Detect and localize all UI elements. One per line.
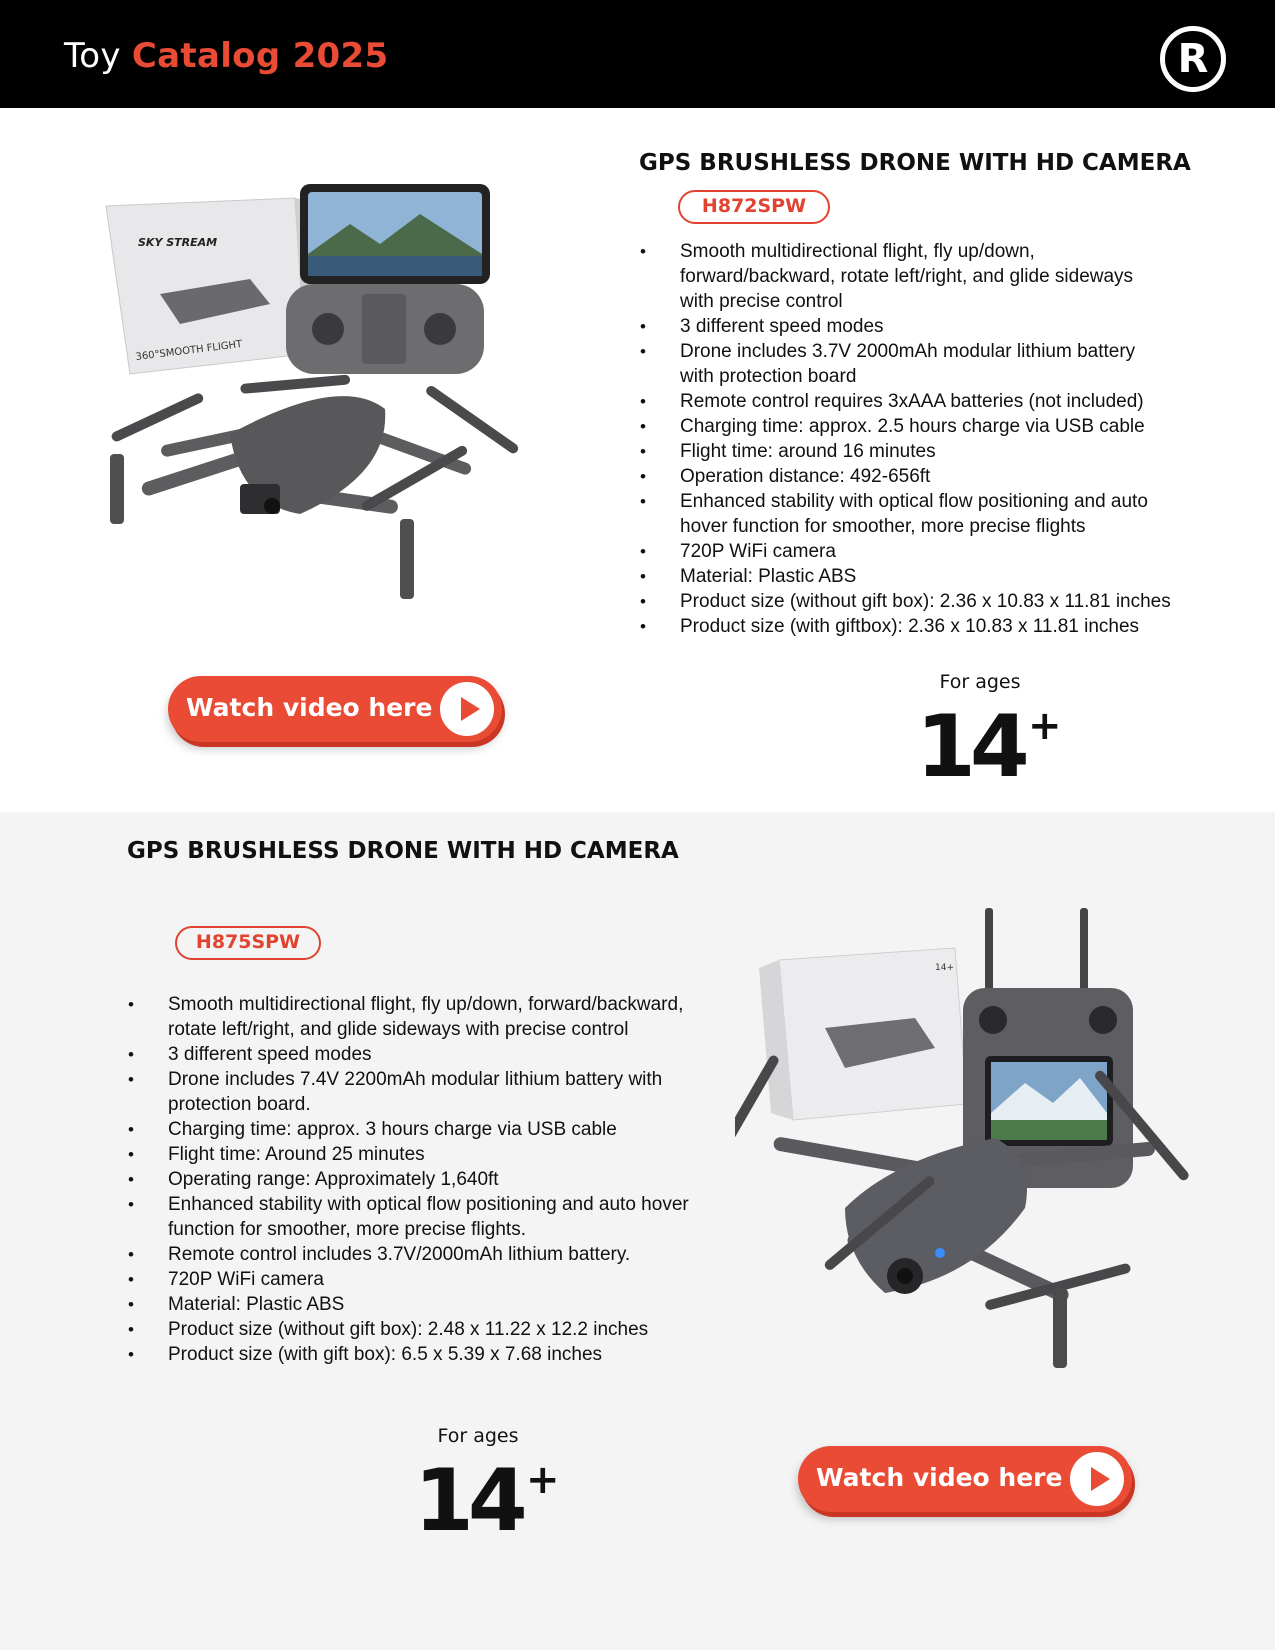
box-age-badge: 14+ [935, 963, 954, 973]
catalog-title-prefix: Toy [64, 36, 132, 76]
product-title: GPS BRUSHLESS DRONE WITH HD CAMERA [639, 150, 1191, 176]
feature-text: hover function for smoother, more precise flights [680, 516, 1086, 537]
product-section-h872spw [0, 108, 1275, 812]
feature-item: • Remote control requires 3xAAA batteries (not included) [640, 389, 1171, 414]
ages-plus: + [1028, 703, 1062, 749]
feature-item: • Product size (with gift box): 6.5 x 5.39 x 7.68 inches [128, 1342, 689, 1367]
sku-badge: H872SPW [678, 190, 830, 224]
feature-item-continuation [640, 264, 1171, 289]
feature-text: forward/backward, rotate left/right, and glide sideways [680, 266, 1134, 287]
feature-item-continuation [640, 289, 1171, 314]
feature-item: • 3 different speed modes [128, 1042, 689, 1067]
catalog-title [64, 36, 388, 76]
sku-badge: H875SPW [175, 926, 321, 960]
registered-logo-icon: R [1160, 26, 1226, 92]
drone-product-image-h872spw [100, 184, 560, 614]
play-icon [440, 682, 494, 736]
feature-item: • Operation distance: 492-656ft [640, 464, 1171, 489]
feature-item: • Charging time: approx. 3 hours charge via USB cable [128, 1117, 689, 1142]
feature-item: • Flight time: Around 25 minutes [128, 1142, 689, 1167]
feature-item: • Material: Plastic ABS [640, 564, 1171, 589]
play-icon [1070, 1452, 1124, 1506]
box-brand-label: SKY STREAM [138, 236, 218, 249]
feature-item: • Drone includes 7.4V 2200mAh modular lithium battery with [128, 1067, 689, 1092]
ages-value: 14 [916, 697, 1024, 797]
ages-plus: + [526, 1457, 560, 1503]
feature-item: • Smooth multidirectional flight, fly up/down, [640, 239, 1171, 264]
watch-video-label: Watch video here [186, 693, 433, 722]
feature-item: • Product size (without gift box): 2.48 x 11.22 x 12.2 inches [128, 1317, 689, 1342]
feature-text: with protection board [680, 366, 857, 387]
feature-item: • Operating range: Approximately 1,640ft [128, 1167, 689, 1192]
feature-item: • Product size (without gift box): 2.36 x 10.83 x 11.81 inches [640, 589, 1171, 614]
feature-item-continuation [640, 514, 1171, 539]
feature-item-continuation [128, 1017, 689, 1042]
watch-video-button[interactable] [168, 676, 502, 742]
feature-item-continuation [128, 1092, 689, 1117]
feature-list [640, 239, 1171, 639]
feature-item: • Enhanced stability with optical flow positioning and auto hover [128, 1192, 689, 1217]
feature-item: • 3 different speed modes [640, 314, 1171, 339]
feature-item: • Smooth multidirectional flight, fly up/down, forward/backward, [128, 992, 689, 1017]
watch-video-label: Watch video here [816, 1463, 1063, 1492]
feature-item: • Product size (with giftbox): 2.36 x 10.83 x 11.81 inches [640, 614, 1171, 639]
feature-list [128, 992, 689, 1367]
feature-text: rotate left/right, and glide sideways with precise control [168, 1019, 629, 1040]
drone-product-image-h875spw [735, 908, 1205, 1373]
feature-item: • 720P WiFi camera [128, 1267, 689, 1292]
feature-item: • Material: Plastic ABS [128, 1292, 689, 1317]
ages-value: 14 [414, 1451, 522, 1551]
product-section-h875spw [0, 812, 1275, 1650]
box-caption-label: 360°SMOOTH FLIGHT [135, 338, 243, 363]
feature-item-continuation [128, 1217, 689, 1242]
feature-item: • Remote control includes 3.7V/2000mAh lithium battery. [128, 1242, 689, 1267]
catalog-title-highlight: Catalog 2025 [131, 36, 389, 76]
ages-label: For ages [437, 1425, 519, 1447]
feature-item: • 720P WiFi camera [640, 539, 1171, 564]
feature-item: • Flight time: around 16 minutes [640, 439, 1171, 464]
ages-label: For ages [939, 671, 1021, 693]
feature-item: • Drone includes 3.7V 2000mAh modular lithium battery [640, 339, 1171, 364]
product-title: GPS BRUSHLESS DRONE WITH HD CAMERA [127, 838, 679, 864]
feature-item-continuation [640, 364, 1171, 389]
feature-text: with precise control [680, 291, 843, 312]
catalog-header [0, 0, 1275, 108]
watch-video-button[interactable] [798, 1446, 1132, 1512]
feature-text: protection board. [168, 1094, 311, 1115]
feature-item: • Enhanced stability with optical flow positioning and auto [640, 489, 1171, 514]
feature-text: function for smoother, more precise flights. [168, 1219, 526, 1240]
feature-item: • Charging time: approx. 2.5 hours charge via USB cable [640, 414, 1171, 439]
